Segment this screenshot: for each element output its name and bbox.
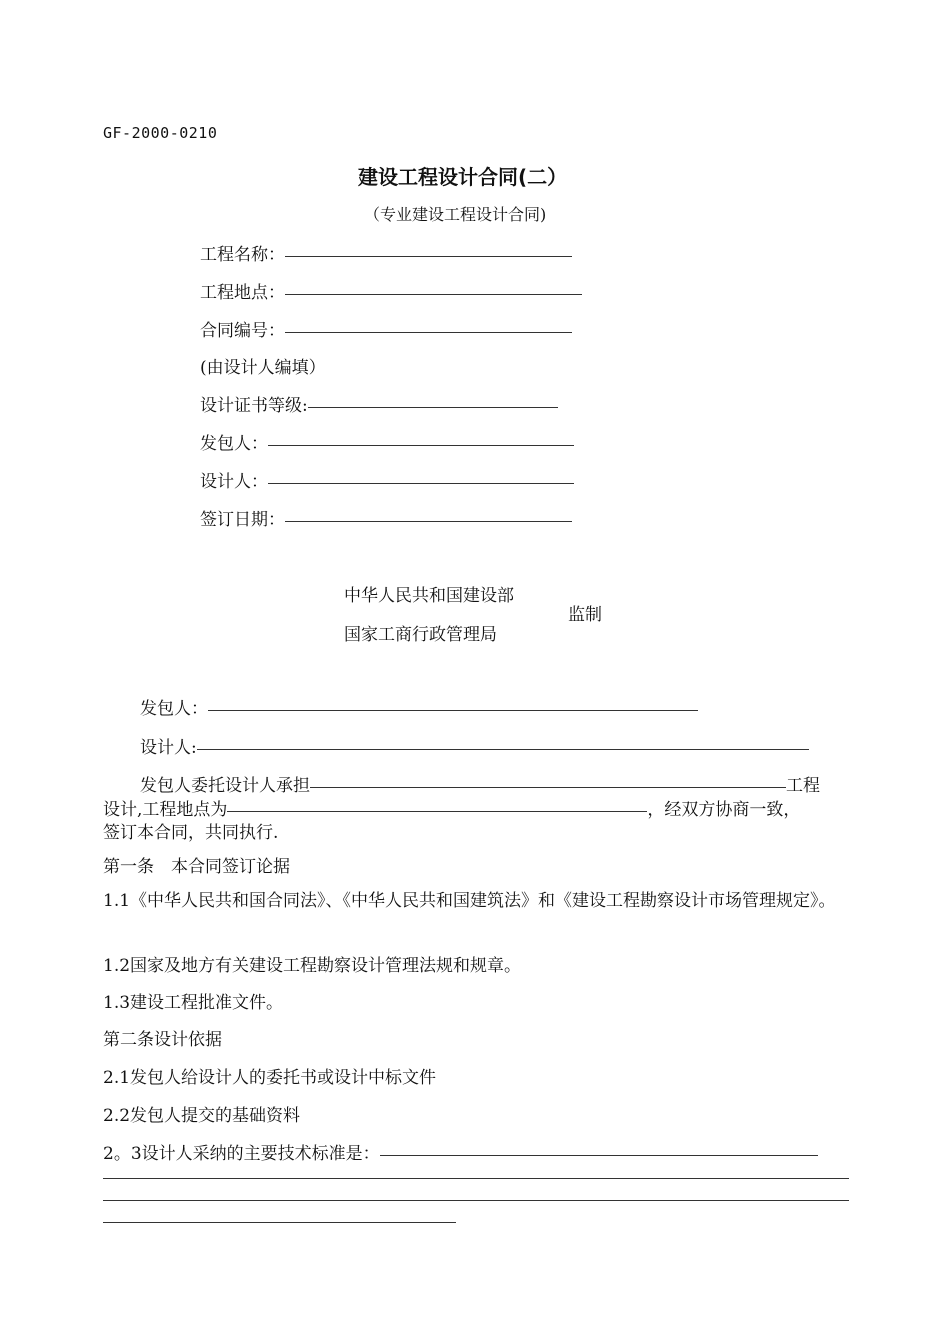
field-client <box>200 429 574 454</box>
field-label: 工程地点： <box>200 283 285 303</box>
item-2-3 <box>103 1139 818 1164</box>
item-2-3-label: 2。3设计人采纳的主要技术标准是： <box>103 1144 380 1164</box>
fill-line-2[interactable] <box>103 1178 849 1179</box>
article-2-heading: 第二条设计依据 <box>103 1030 222 1050</box>
fill-line[interactable] <box>285 294 582 295</box>
supervisor-admin: 国家工商行政管理局 <box>344 625 497 645</box>
fill-line[interactable] <box>268 483 574 484</box>
field-signing-date <box>200 505 572 530</box>
intro-suffix: 工程 <box>786 776 820 796</box>
fill-line[interactable] <box>285 332 572 333</box>
fill-line[interactable] <box>310 787 786 788</box>
party-client <box>140 694 698 719</box>
field-label: 发包人： <box>200 434 268 454</box>
field-contract-number <box>200 316 572 341</box>
field-label: 签订日期： <box>200 510 285 530</box>
intro-text-2: 设计,工程地点为 <box>103 800 228 820</box>
supervisor-ministry: 中华人民共和国建设部 <box>344 586 514 606</box>
intro-line-1 <box>140 771 820 796</box>
item-1-2: 1.2国家及地方有关建设工程勘察设计管理法规和规章。 <box>103 956 522 976</box>
field-label: 合同编号： <box>200 321 285 341</box>
fill-line[interactable] <box>308 407 558 408</box>
fill-line[interactable] <box>268 445 574 446</box>
field-note: (由设计人编填） <box>200 358 326 378</box>
page-title: 建设工程设计合同(二） <box>358 165 568 189</box>
fill-line-4[interactable] <box>103 1222 456 1223</box>
field-designer <box>200 467 574 492</box>
item-2-1: 2.1发包人给设计人的委托书或设计中标文件 <box>103 1068 437 1088</box>
intro-line-3: 签订本合同，共同执行. <box>103 823 279 843</box>
supervise-label: 监制 <box>568 605 602 625</box>
item-1-3: 1.3建设工程批准文件。 <box>103 993 284 1013</box>
field-label: 工程名称： <box>200 245 285 265</box>
fill-line[interactable] <box>197 749 809 750</box>
intro-tail: ，经双方协商一致， <box>647 800 801 820</box>
fill-line[interactable] <box>208 710 698 711</box>
fill-line-3[interactable] <box>103 1200 849 1201</box>
fill-line[interactable] <box>285 521 572 522</box>
field-project-name <box>200 240 572 265</box>
item-1-1: 1.1《中华人民共和国合同法》、《中华人民共和国建筑法》和《建设工程勘察设计市场管理规定》。 <box>103 891 836 911</box>
fill-line[interactable] <box>285 256 572 257</box>
item-2-2: 2.2发包人提交的基础资料 <box>103 1106 301 1126</box>
party-label: 设计人: <box>140 738 197 758</box>
fill-line[interactable] <box>227 811 647 812</box>
intro-line-2 <box>103 795 800 820</box>
party-designer <box>140 733 809 758</box>
fill-line[interactable] <box>380 1155 818 1156</box>
intro-text: 发包人委托设计人承担 <box>140 776 310 796</box>
page-subtitle: （专业建设工程设计合同) <box>364 205 547 224</box>
field-label: 设计证书等级: <box>200 396 308 416</box>
field-certificate-grade <box>200 391 558 416</box>
party-label: 发包人： <box>140 699 208 719</box>
field-label: 设计人： <box>200 472 268 492</box>
field-project-location <box>200 278 582 303</box>
doc-code: GF-2000-0210 <box>103 124 218 142</box>
article-1-heading: 第一条 本合同签订论据 <box>103 857 290 877</box>
